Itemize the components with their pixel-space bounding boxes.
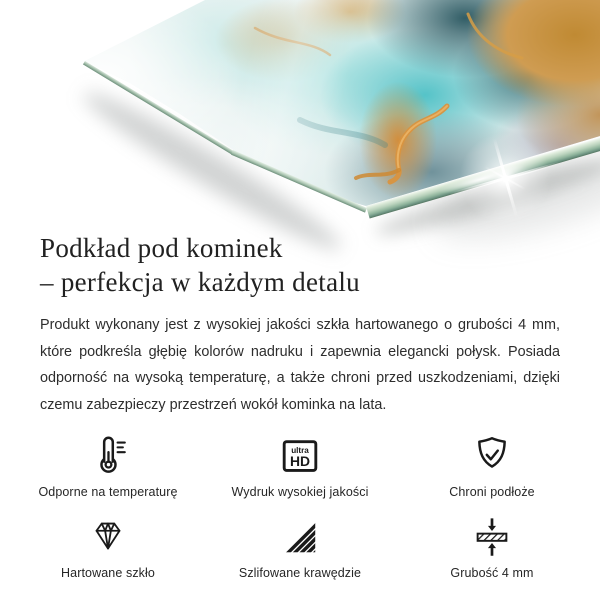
thickness-arrows-icon	[469, 514, 515, 560]
product-description: Produkt wykonany jest z wysokiej jakości szkła hartowanego o grubości 4 mm, które podkreśla głębię kolorów nadruku i zapewnia elegancki połysk. Posiada odporność na wysoką temperaturę, a także chroni przed uszkodzeniami, dzięki czemu zabezpieczy przestrzeń wokół kominka na lata.	[40, 317, 560, 413]
feature-item-print-quality	[204, 432, 396, 499]
ultra-hd-text-bottom: HD	[289, 453, 311, 470]
product-photo	[0, 0, 600, 225]
feature-label: Grubość 4 mm	[450, 566, 534, 580]
icon-box	[85, 513, 131, 561]
feature-label: Chroni podłoże	[449, 485, 535, 499]
page-title-line2: – perfekcja w każdym detalu	[40, 267, 360, 297]
feature-item-thickness	[396, 513, 588, 580]
icon-box	[469, 513, 515, 561]
sparkle-core	[502, 175, 509, 182]
icon-box	[469, 432, 515, 480]
features-grid	[0, 432, 600, 580]
ultra-hd-text-top: ultra	[291, 446, 309, 456]
feature-label: Szlifowane krawędzie	[238, 566, 362, 580]
thermometer-icon	[85, 433, 131, 479]
feature-item-temperature	[12, 432, 204, 499]
icon-box	[277, 513, 323, 561]
diamond-icon	[85, 514, 131, 560]
feature-item-protects	[396, 432, 588, 499]
feature-item-tempered-glass	[12, 513, 204, 580]
feature-item-polished-edges	[204, 513, 396, 580]
ultra-hd-icon	[277, 433, 323, 479]
feature-label: Odporne na temperaturę	[38, 485, 178, 499]
page-title-line1: Podkład pod kominek	[40, 233, 283, 263]
feature-label: Hartowane szkło	[61, 566, 155, 580]
icon-box	[277, 432, 323, 480]
shield-check-icon	[469, 433, 515, 479]
icon-box	[85, 432, 131, 480]
polished-edge-icon	[277, 514, 323, 560]
feature-label: Wydruk wysokiej jakości	[231, 485, 369, 499]
page-title	[40, 231, 560, 299]
